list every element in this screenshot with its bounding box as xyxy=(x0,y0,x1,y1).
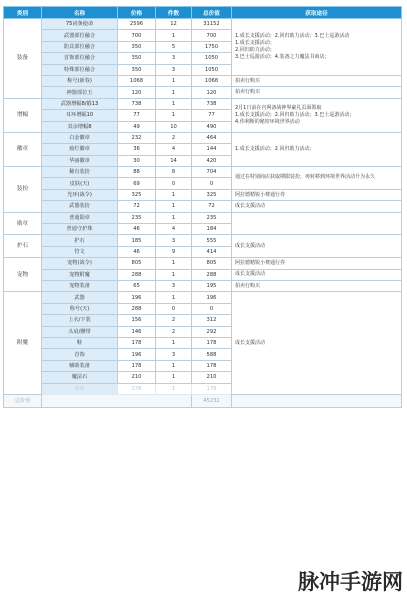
item-name-cell: 辅助装备 xyxy=(42,360,118,371)
price-cell: 46 xyxy=(118,246,156,257)
total-cell: 235 xyxy=(192,212,232,223)
count-cell: 3 xyxy=(156,349,192,360)
total-row xyxy=(4,394,402,407)
count-cell: 1 xyxy=(156,30,192,41)
price-cell: 46 xyxy=(118,224,156,235)
count-cell: 2 xyxy=(156,326,192,337)
table-row xyxy=(4,132,402,143)
table-body xyxy=(4,19,402,408)
source-cell: 阿拉德精锐小赛通行券 xyxy=(232,189,402,200)
table-row xyxy=(4,280,402,291)
item-name-cell: 符文 xyxy=(42,246,118,257)
item-name-cell: 鞋 xyxy=(42,337,118,348)
count-cell: 1 xyxy=(156,87,192,98)
total-cell: 0 xyxy=(192,178,232,189)
table-row xyxy=(4,201,402,212)
count-cell: 0 xyxy=(156,178,192,189)
total-cell: 700 xyxy=(192,30,232,41)
total-cell: 1750 xyxy=(192,41,232,52)
item-name-cell: 武器装扮 xyxy=(42,201,118,212)
total-label: 总价值 xyxy=(4,394,42,407)
source-cell: 成长支援活动 xyxy=(232,292,402,395)
count-cell: 2 xyxy=(156,315,192,326)
category-cell: 增幅 xyxy=(4,98,42,132)
price-cell: 69 xyxy=(118,178,156,189)
item-name-cell: 皮肤(天) xyxy=(42,178,118,189)
item-name-cell: 宠物(战令) xyxy=(42,258,118,269)
price-cell: 156 xyxy=(118,315,156,326)
count-cell: 3 xyxy=(156,64,192,75)
price-cell: 805 xyxy=(118,258,156,269)
item-name-cell: 魔法石 xyxy=(42,372,118,383)
item-name-cell: 耳环增幅10 xyxy=(42,110,118,121)
total-cell: 72 xyxy=(192,201,232,212)
table-row xyxy=(4,87,402,98)
count-cell: 1 xyxy=(156,383,192,394)
source-cell xyxy=(232,212,402,235)
total-cell: 0 xyxy=(192,303,232,314)
total-cell: 1050 xyxy=(192,64,232,75)
price-cell: 65 xyxy=(118,280,156,291)
header-category: 类别 xyxy=(4,7,42,19)
total-cell: 738 xyxy=(192,98,232,109)
table-row xyxy=(4,258,402,269)
total-blank xyxy=(42,394,192,407)
total-cell: 288 xyxy=(192,269,232,280)
price-cell: 185 xyxy=(118,235,156,246)
price-cell: 36 xyxy=(118,144,156,155)
price-cell: 288 xyxy=(118,269,156,280)
price-cell: 196 xyxy=(118,292,156,303)
price-cell: 49 xyxy=(118,121,156,132)
header-total: 总价值 xyxy=(192,7,232,19)
total-cell: 420 xyxy=(192,155,232,166)
category-cell: 护石 xyxy=(4,235,42,258)
price-cell: 325 xyxy=(118,189,156,200)
source-cell: 1.成长支援活动；2.回归助力活动； xyxy=(232,132,402,166)
source-cell: 阿拉德精锐小赛通行券 xyxy=(232,258,402,269)
total-cell: 464 xyxy=(192,132,232,143)
item-name-cell: 称号(天) xyxy=(42,303,118,314)
item-name-cell: 首饰 xyxy=(42,349,118,360)
count-cell: 2 xyxy=(156,132,192,143)
count-cell: 5 xyxy=(156,41,192,52)
table-row xyxy=(4,212,402,223)
price-cell: 178 xyxy=(118,383,156,394)
total-cell: 414 xyxy=(192,246,232,257)
price-cell: 700 xyxy=(118,30,156,41)
count-cell: 1 xyxy=(156,201,192,212)
price-cell: 2596 xyxy=(118,19,156,30)
header-price: 价格 xyxy=(118,7,156,19)
price-cell: 178 xyxy=(118,360,156,371)
total-source-blank xyxy=(232,394,402,407)
category-cell: 附魔 xyxy=(4,292,42,395)
item-name-cell: 白金徽章 xyxy=(42,132,118,143)
item-name-cell: 稀有装扮 xyxy=(42,167,118,178)
item-name-cell: 武器增幅8/锻13 xyxy=(42,98,118,109)
total-cell: 178 xyxy=(192,337,232,348)
item-name-cell: 宠物装备 xyxy=(42,280,118,291)
price-cell: 350 xyxy=(118,41,156,52)
table-row xyxy=(4,235,402,246)
item-name-cell: 华丽徽章 xyxy=(42,155,118,166)
count-cell: 10 xyxy=(156,121,192,132)
item-name-cell: 首饰部位融合 xyxy=(42,53,118,64)
price-cell: 210 xyxy=(118,372,156,383)
category-cell: 装备 xyxy=(4,19,42,99)
item-name-cell: 上衣/下装 xyxy=(42,315,118,326)
count-cell: 3 xyxy=(156,280,192,291)
count-cell: 1 xyxy=(156,337,192,348)
total-cell: 312 xyxy=(192,315,232,326)
table-row xyxy=(4,269,402,280)
reward-value-table xyxy=(3,6,402,408)
price-cell: 350 xyxy=(118,64,156,75)
item-name-cell: 灿烂徽章 xyxy=(42,144,118,155)
total-cell: 704 xyxy=(192,167,232,178)
source-cell: 成长支援活动 xyxy=(232,269,402,280)
price-cell: 288 xyxy=(118,303,156,314)
source-cell: 拍卖行购买 xyxy=(232,75,402,86)
category-cell: 勋章 xyxy=(4,212,42,235)
total-cell: 1068 xyxy=(192,75,232,86)
count-cell: 1 xyxy=(156,258,192,269)
price-cell: 738 xyxy=(118,98,156,109)
source-cell: 成长支援活动 xyxy=(232,235,402,258)
count-cell: 0 xyxy=(156,303,192,314)
total-cell: 210 xyxy=(192,372,232,383)
item-name-cell: 头肩/腰带 xyxy=(42,326,118,337)
item-name-cell: 光环(战令) xyxy=(42,189,118,200)
count-cell: 1 xyxy=(156,189,192,200)
total-cell: 196 xyxy=(192,292,232,303)
total-value: 45232 xyxy=(192,394,232,407)
table-row xyxy=(4,167,402,178)
count-cell: 1 xyxy=(156,110,192,121)
item-name-cell: 武器部位融合 xyxy=(42,30,118,41)
price-cell: 120 xyxy=(118,87,156,98)
item-name-cell: 耳环 xyxy=(42,383,118,394)
total-cell: 555 xyxy=(192,235,232,246)
source-cell: 2月1日前在官网备战神界豪礼页面领取 1.成长支援活动；2.回归助力活动；3.巴士巡游活动； 4.伟利斯的秘密环境世界活动 xyxy=(232,98,402,132)
item-name-cell: 神器部位玉 xyxy=(42,87,118,98)
total-cell: 144 xyxy=(192,144,232,155)
item-name-cell: 称号(新春) xyxy=(42,75,118,86)
table-row xyxy=(4,292,402,303)
total-cell: 1050 xyxy=(192,53,232,64)
count-cell: 9 xyxy=(156,246,192,257)
item-name-cell: 宠物附魔 xyxy=(42,269,118,280)
price-cell: 1068 xyxy=(118,75,156,86)
total-cell: 292 xyxy=(192,326,232,337)
price-cell: 196 xyxy=(118,349,156,360)
count-cell: 1 xyxy=(156,98,192,109)
header-source: 获取途径 xyxy=(232,7,402,19)
count-cell: 8 xyxy=(156,167,192,178)
table-row xyxy=(4,19,402,30)
count-cell: 4 xyxy=(156,224,192,235)
price-cell: 30 xyxy=(118,155,156,166)
price-cell: 232 xyxy=(118,132,156,143)
count-cell: 1 xyxy=(156,75,192,86)
price-cell: 235 xyxy=(118,212,156,223)
source-cell: 1.成长支援活动；2.回归助力活动；3.巴士巡游活动 1.成长支援活动； 2.回归助力活动； 3.巴士巡游活动；4.装备之力魔法书商店； xyxy=(232,19,402,76)
source-cell: 通过在特别商店获取期限装扮，再转移到环境世界活动升为永久 xyxy=(232,167,402,190)
item-name-cell: 武器 xyxy=(42,292,118,303)
count-cell: 1 xyxy=(156,269,192,280)
item-name-cell: 普通勋章 xyxy=(42,212,118,223)
total-cell: 490 xyxy=(192,121,232,132)
total-cell: 184 xyxy=(192,224,232,235)
item-name-cell: 其余增幅8 xyxy=(42,121,118,132)
item-name-cell: 普通守护珠 xyxy=(42,224,118,235)
header-name: 名称 xyxy=(42,7,118,19)
price-cell: 88 xyxy=(118,167,156,178)
count-cell: 1 xyxy=(156,212,192,223)
total-cell: 178 xyxy=(192,383,232,394)
total-cell: 31152 xyxy=(192,19,232,30)
total-cell: 325 xyxy=(192,189,232,200)
source-cell: 拍卖行购买 xyxy=(232,280,402,291)
count-cell: 1 xyxy=(156,292,192,303)
count-cell: 12 xyxy=(156,19,192,30)
count-cell: 3 xyxy=(156,235,192,246)
table-row xyxy=(4,189,402,200)
item-name-cell: 防具部位融合 xyxy=(42,41,118,52)
watermark: 脉冲手游网 xyxy=(298,570,403,594)
source-cell: 拍卖行购买 xyxy=(232,87,402,98)
total-cell: 77 xyxy=(192,110,232,121)
category-cell: 宠物 xyxy=(4,258,42,292)
total-cell: 120 xyxy=(192,87,232,98)
source-cell: 成长支援活动 xyxy=(232,201,402,212)
category-cell: 徽章 xyxy=(4,132,42,166)
total-cell: 805 xyxy=(192,258,232,269)
price-cell: 146 xyxy=(118,326,156,337)
item-name-cell: 护石 xyxy=(42,235,118,246)
category-cell: 装扮 xyxy=(4,167,42,213)
item-name-cell: 特殊部位融合 xyxy=(42,64,118,75)
table-row xyxy=(4,98,402,109)
price-cell: 72 xyxy=(118,201,156,212)
count-cell: 14 xyxy=(156,155,192,166)
count-cell: 1 xyxy=(156,372,192,383)
table-row xyxy=(4,75,402,86)
header-count: 件数 xyxy=(156,7,192,19)
total-cell: 588 xyxy=(192,349,232,360)
total-cell: 195 xyxy=(192,280,232,291)
count-cell: 3 xyxy=(156,53,192,64)
count-cell: 1 xyxy=(156,360,192,371)
count-cell: 4 xyxy=(156,144,192,155)
price-cell: 178 xyxy=(118,337,156,348)
item-name-cell: 75词条使命 xyxy=(42,19,118,30)
header-row xyxy=(4,7,402,19)
price-cell: 77 xyxy=(118,110,156,121)
price-cell: 350 xyxy=(118,53,156,64)
total-cell: 178 xyxy=(192,360,232,371)
